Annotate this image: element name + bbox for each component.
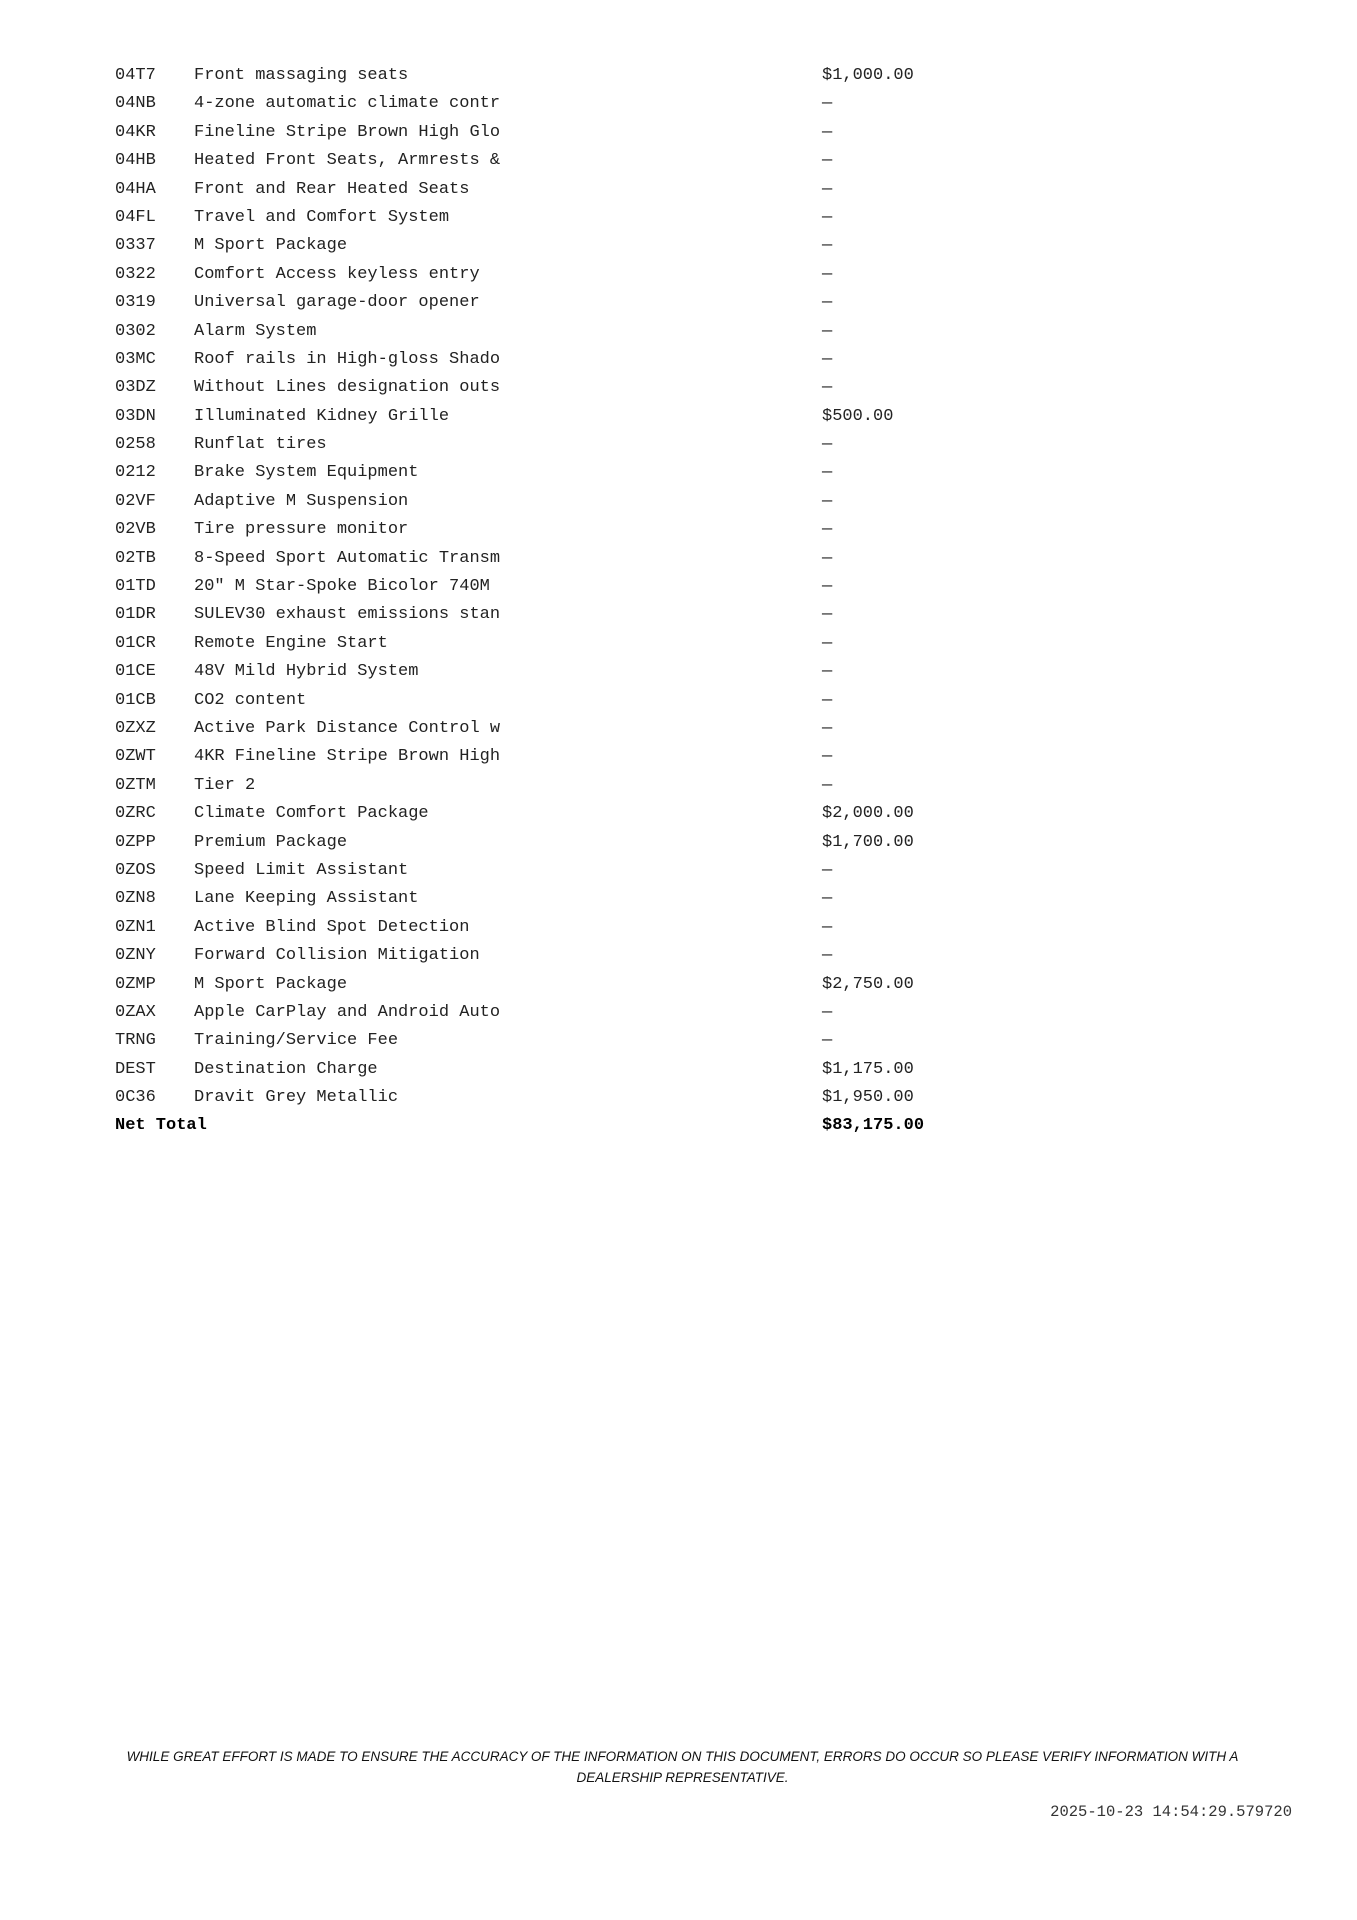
option-row: [115, 318, 1015, 346]
option-code: 01TD: [115, 577, 156, 597]
option-row: [115, 1056, 1015, 1084]
option-code: 03DN: [115, 406, 156, 426]
option-price: —: [822, 378, 833, 398]
option-row: [115, 261, 1015, 289]
option-row: [115, 999, 1015, 1027]
option-description: 4KR Fineline Stripe Brown High: [194, 747, 501, 767]
option-rows: [115, 62, 1015, 1112]
option-code: 04KR: [115, 122, 156, 142]
option-code: 04NB: [115, 94, 156, 114]
option-row: [115, 687, 1015, 715]
option-description: Illuminated Kidney Grille: [194, 406, 450, 426]
option-description: Front massaging seats: [194, 66, 409, 85]
option-code: 0ZNY: [115, 946, 156, 966]
option-row: [115, 885, 1015, 913]
option-row: [115, 1084, 1015, 1112]
option-price: —: [822, 293, 833, 313]
option-code: 0ZTM: [115, 775, 156, 795]
option-price: $1,950.00: [822, 1088, 914, 1108]
option-row: [115, 1027, 1015, 1055]
option-price: —: [822, 605, 833, 625]
option-price: —: [822, 718, 833, 738]
option-row: [115, 630, 1015, 658]
option-price: $2,000.00: [822, 804, 914, 824]
option-price: $1,000.00: [822, 66, 914, 85]
option-code: 0319: [115, 293, 156, 313]
option-code: 02TB: [115, 548, 156, 568]
option-description: Alarm System: [194, 321, 317, 341]
option-code: 0C36: [115, 1088, 156, 1108]
option-price: —: [822, 775, 833, 795]
option-description: 8-Speed Sport Automatic Transm: [194, 548, 501, 568]
option-price: —: [822, 917, 833, 937]
option-code: 0ZWT: [115, 747, 156, 767]
option-price: —: [822, 548, 833, 568]
option-description: Travel and Comfort System: [194, 207, 450, 227]
option-price: —: [822, 662, 833, 682]
option-code: 03DZ: [115, 378, 156, 398]
option-price: —: [822, 321, 833, 341]
option-code: 02VB: [115, 520, 156, 540]
option-description: Universal garage-door opener: [194, 293, 480, 313]
option-code: 0ZN8: [115, 889, 156, 909]
option-description: Speed Limit Assistant: [194, 860, 409, 880]
option-description: Remote Engine Start: [194, 633, 388, 653]
option-row: [115, 488, 1015, 516]
option-row: [115, 374, 1015, 402]
option-code: TRNG: [115, 1031, 156, 1051]
option-row: [115, 601, 1015, 629]
option-row: [115, 176, 1015, 204]
option-code: 0302: [115, 321, 156, 341]
option-row: [115, 119, 1015, 147]
option-price: —: [822, 236, 833, 256]
option-row: [115, 459, 1015, 487]
option-description: Destination Charge: [194, 1059, 378, 1079]
option-price: —: [822, 889, 833, 909]
option-code: 02VF: [115, 491, 156, 511]
option-description: Roof rails in High-gloss Shado: [194, 349, 501, 369]
option-price: —: [822, 860, 833, 880]
option-code: DEST: [115, 1059, 156, 1079]
option-code: 0337: [115, 236, 156, 256]
option-code: 01DR: [115, 605, 156, 625]
option-row: [115, 914, 1015, 942]
option-description: 20" M Star-Spoke Bicolor 740M: [194, 577, 490, 597]
option-description: SULEV30 exhaust emissions stan: [194, 605, 501, 625]
option-description: 48V Mild Hybrid System: [194, 662, 419, 682]
option-price: —: [822, 1031, 833, 1051]
option-price: —: [822, 747, 833, 767]
option-row: [115, 829, 1015, 857]
option-description: M Sport Package: [194, 974, 348, 994]
option-description: Tier 2: [194, 775, 256, 795]
options-list: [115, 62, 1015, 1141]
net-total-amount: $83,175.00: [822, 1116, 925, 1136]
option-row: [115, 403, 1015, 431]
option-price: —: [822, 633, 833, 653]
net-total-label: Net Total: [115, 1116, 207, 1136]
option-description: CO2 content: [194, 690, 307, 710]
option-code: 04HA: [115, 179, 156, 199]
option-row: [115, 743, 1015, 771]
option-price: $1,700.00: [822, 832, 914, 852]
option-description: M Sport Package: [194, 236, 348, 256]
option-description: Adaptive M Suspension: [194, 491, 409, 511]
option-price: —: [822, 520, 833, 540]
option-price: —: [822, 491, 833, 511]
option-price: —: [822, 1002, 833, 1022]
option-description: Front and Rear Heated Seats: [194, 179, 470, 199]
option-row: [115, 800, 1015, 828]
option-price: —: [822, 946, 833, 966]
option-description: Premium Package: [194, 832, 348, 852]
timestamp: 2025-10-23 14:54:29.579720: [1050, 1803, 1292, 1821]
option-code: 04HB: [115, 151, 156, 171]
option-description: Heated Front Seats, Armrests &: [194, 151, 501, 171]
option-code: 0258: [115, 435, 156, 455]
option-description: Runflat tires: [194, 435, 327, 455]
option-code: 01CR: [115, 633, 156, 653]
option-row: [115, 658, 1015, 686]
option-description: Apple CarPlay and Android Auto: [194, 1002, 501, 1022]
net-total-row: [115, 1112, 1015, 1140]
option-code: 0322: [115, 264, 156, 284]
option-description: Brake System Equipment: [194, 463, 419, 483]
option-row: [115, 204, 1015, 232]
option-code: 0ZAX: [115, 1002, 156, 1022]
option-code: 04T7: [115, 66, 156, 85]
option-row: [115, 772, 1015, 800]
option-price: —: [822, 690, 833, 710]
option-description: Active Blind Spot Detection: [194, 917, 470, 937]
option-row: [115, 346, 1015, 374]
option-row: [115, 516, 1015, 544]
option-code: 0ZMP: [115, 974, 156, 994]
option-code: 0ZPP: [115, 832, 156, 852]
option-price: —: [822, 179, 833, 199]
option-code: 01CE: [115, 662, 156, 682]
option-description: Lane Keeping Assistant: [194, 889, 419, 909]
option-code: 0212: [115, 463, 156, 483]
option-row: [115, 942, 1015, 970]
option-price: $2,750.00: [822, 974, 914, 994]
option-description: Fineline Stripe Brown High Glo: [194, 122, 501, 142]
option-code: 0ZOS: [115, 860, 156, 880]
option-price: $500.00: [822, 406, 894, 426]
option-code: 04FL: [115, 207, 156, 227]
option-row: [115, 289, 1015, 317]
option-description: 4-zone automatic climate contr: [194, 94, 501, 114]
option-description: Tire pressure monitor: [194, 520, 409, 540]
option-row: [115, 715, 1015, 743]
option-row: [115, 232, 1015, 260]
option-price: —: [822, 207, 833, 227]
option-price: —: [822, 349, 833, 369]
disclaimer: WHILE GREAT EFFORT IS MADE TO ENSURE THE ACCURACY OF THE INFORMATION ON THIS DOCUMENT, ERRORS DO OCCUR SO PLEASE VERIFY INFORMATION WITH A DEALERSHIP REPRESENTATIVE.: [126, 1749, 1239, 1785]
option-row: [115, 857, 1015, 885]
option-row: [115, 431, 1015, 459]
option-row: [115, 573, 1015, 601]
option-description: Climate Comfort Package: [194, 804, 429, 824]
option-description: Without Lines designation outs: [194, 378, 501, 398]
option-price: —: [822, 151, 833, 171]
option-code: 0ZN1: [115, 917, 156, 937]
option-code: 01CB: [115, 690, 156, 710]
option-row: [115, 545, 1015, 573]
option-description: Active Park Distance Control w: [194, 718, 501, 738]
option-price: —: [822, 435, 833, 455]
option-price: —: [822, 577, 833, 597]
option-price: $1,175.00: [822, 1059, 914, 1079]
option-row: [115, 971, 1015, 999]
option-price: —: [822, 94, 833, 114]
option-code: 0ZRC: [115, 804, 156, 824]
option-code: 03MC: [115, 349, 156, 369]
option-price: —: [822, 264, 833, 284]
option-row: [115, 62, 1015, 90]
option-description: Dravit Grey Metallic: [194, 1088, 399, 1108]
option-description: Comfort Access keyless entry: [194, 264, 480, 284]
option-description: Training/Service Fee: [194, 1031, 399, 1051]
option-row: [115, 90, 1015, 118]
option-price: —: [822, 463, 833, 483]
option-row: [115, 147, 1015, 175]
option-price: —: [822, 122, 833, 142]
option-description: Forward Collision Mitigation: [194, 946, 480, 966]
option-code: 0ZXZ: [115, 718, 156, 738]
